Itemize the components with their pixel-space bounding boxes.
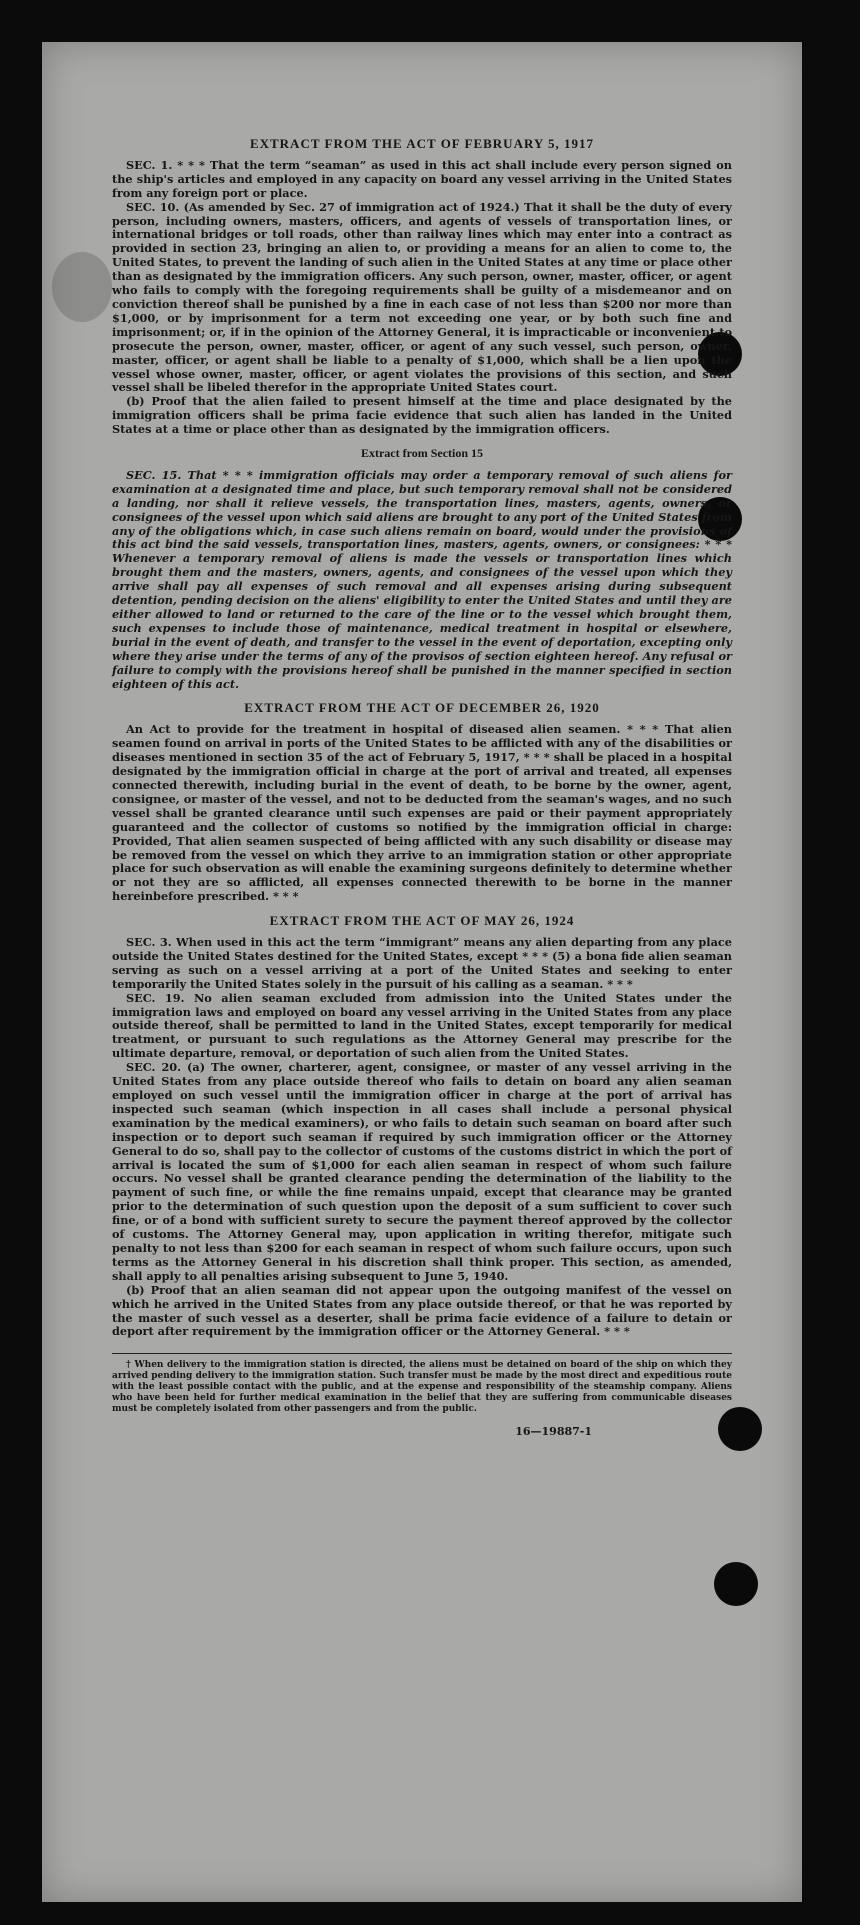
- paragraph: SEC. 1. * * * That the term “seaman” as used in this act shall include every person signed on the ship's articles and employed in any capacity on board any vessel arriving in the United States from any foreign port or place.: [112, 157, 732, 200]
- footnote: † When delivery to the immigration station is directed, the aliens must be detained on board of the ship on which they arrived pending delivery to the immigration station. Such transfer must be made by the most direct and expeditious route with the least possible contact with the public, and at the expense and responsibility of the steamship company. Aliens who have been held for further medical examination in the belief that they are suffering from communicable diseases must be completely isolated from other passengers and from the public.: [112, 1360, 732, 1415]
- section-heading: EXTRACT FROM THE ACT OF DECEMBER 26, 1920: [244, 700, 600, 716]
- section-subheading: Extract from Section 15: [360, 446, 484, 461]
- paragraph: An Act to provide for the treatment in hospital of diseased alien seamen. * * * That alien seamen found on arrival in ports of the United States to be afflicted with any of the disabilities or diseases mentioned in section 35 of the act of February 5, 1917, * * * shall be placed in a hospital designated by the immigration official in charge at the port of arrival and treated, all expenses connected therewith, including burial in the event of death, to be borne by the owner, agent, consignee, or master of the vessel, and not to be deducted from the seaman's wages, and no such vessel shall be granted clearance until such expenses are paid or their payment appropriately guaranteed and the collector of customs so notified by the immigration official in charge: Provided, That alien seamen suspected of being afflicted with any such disability or disease may be removed from the vessel on which they arrive to an immigration station or other appropriate place for such observation as will enable the examining surgeons definitely to determine whether or not they are so afflicted, all expenses connected therewith to be borne in the manner hereinbefore prescribed. * * *: [112, 722, 732, 904]
- section-heading: EXTRACT FROM THE ACT OF MAY 26, 1924: [269, 913, 575, 929]
- paragraph: SEC. 3. When used in this act the term “immigrant” means any alien departing from any place outside the United States destined for the United States, except * * * (5) a bona fide alien seaman serving as such on a vessel arriving at a port of the United States and seeking to enter temporarily the United States solely in the pursuit of his calling as a seaman. * * *: [112, 935, 732, 991]
- paragraph: SEC. 10. (As amended by Sec. 27 of immigration act of 1924.) That it shall be the duty of every person, including owners, masters, officers, and agents of vessels of transportation lines, or international bridges or toll roads, other than railway lines which may enter into a contract as provided in section 23, bringing an alien to, or providing a means for an alien to come to, the United States, to prevent the landing of such alien in the United States at any time or place other than as designated by the immigration officers. Any such person, owner, master, officer, or agent who fails to comply with the foregoing requirements shall be guilty of a misdemeanor and on conviction thereof shall be punished by a fine in each case of not less than $200 nor more than $1,000, or by imprisonment for a term not exceeding one year, or by both such fine and imprisonment; or, if in the opinion of the Attorney General, it is impracticable or inconvenient to prosecute the person, owner, master, officer, or agent of any such vessel, such person, owner, master, officer, or agent shall be liable to a penalty of $1,000, which shall be a lien upon the vessel whose owner, master, officer, or agent violates the provisions of this section, and such vessel shall be libeled therefor in the appropriate United States court.: [112, 199, 732, 395]
- paragraph: SEC. 20. (a) The owner, charterer, agent, consignee, or master of any vessel arriving in the United States from any place outside thereof who fails to detain on board any alien seaman employed on such vessel until the immigration officer in charge at the port of arrival has inspected such seaman (which inspection in all cases shall include a personal physical examination by the medical examiners), or who fails to detain such seaman on board after such inspection or to deport such seaman if required by such immigration officer or the Attorney General to do so, shall pay to the collector of customs of the customs district in which the port of arrival is located the sum of $1,000 for each alien seaman in respect of whom such failure occurs. No vessel shall be granted clearance pending the determination of the liability to the payment of such fine, or while the fine remains unpaid, except that clearance may be granted prior to the determination of such question upon the deposit of a sum sufficient to cover such fine, or of a bond with sufficient surety to secure the payment thereof approved by the collector of customs. The Attorney General may, upon application in writing therefor, mitigate such penalty to not less than $200 for each seaman in respect of whom such failure occurs, upon such terms as the Attorney General in his discretion shall think proper. This section, as amended, shall apply to all penalties arising subsequent to June 5, 1940.: [112, 1060, 732, 1283]
- paragraph: (b) Proof that the alien failed to present himself at the time and place designated by the immigration officers shall be prima facie evidence that such alien has landed in the United States at a time or place other than as designated by the immigration officers.: [112, 394, 732, 437]
- footnote-divider: [112, 1353, 732, 1354]
- form-number: 16—19887-1: [515, 1425, 592, 1439]
- paragraph: SEC. 19. No alien seaman excluded from admission into the United States under the immigration laws and employed on board any vessel arriving in the United States from any place outside thereof, shall be permitted to land in the United States, except temporarily for medical treatment, or pursuant to such regulations as the Attorney General may prescribe for the ultimate departure, removal, or deportation of such alien from the United States.: [112, 990, 732, 1061]
- document-body: [112, 137, 732, 1439]
- paragraph: (b) Proof that an alien seaman did not appear upon the outgoing manifest of the vessel on which he arrived in the United States from any place outside thereof, or that he was reported by the master of such vessel as a deserter, shall be prima facie evidence of a failure to detain or deport after requirement by the immigration officer or the Attorney General. * * *: [112, 1282, 732, 1339]
- paragraph: SEC. 15. That * * * immigration officials may order a temporary removal of such aliens for examination at a designated time and place, but such temporary removal shall not be considered a landing, nor shall it relieve vessels, the transportation lines, masters, agents, owners, or consignees of the vessel upon which said aliens are brought to any port of the United States from any of the obligations which, in case such aliens remain on board, would under the provisions of this act bind the said vessels, transportation lines, masters, agents, owners, or consignees: * * * Whenever a temporary removal of aliens is made the vessels or transportation lines which brought them and the masters, owners, agents, and consignees of the vessel upon which they arrive shall pay all expenses of such removal and all expenses arising during subsequent detention, pending decision on the aliens' eligibility to enter the United States and until they are either allowed to land or returned to the care of the line or to the vessel which brought them, such expenses to include those of maintenance, medical treatment in hospital or elsewhere, burial in the event of death, and transfer to the vessel in the event of deportation, excepting only where they arise under the terms of any of the provisos of section eighteen hereof. Any refusal or failure to comply with the provisions hereof shall be punished in the manner specified in section eighteen of this act.: [112, 467, 732, 691]
- document-page: [42, 42, 802, 1902]
- smudge-mark: [52, 252, 112, 322]
- section-heading: EXTRACT FROM THE ACT OF FEBRUARY 5, 1917: [249, 136, 595, 151]
- punch-hole: [714, 1562, 758, 1606]
